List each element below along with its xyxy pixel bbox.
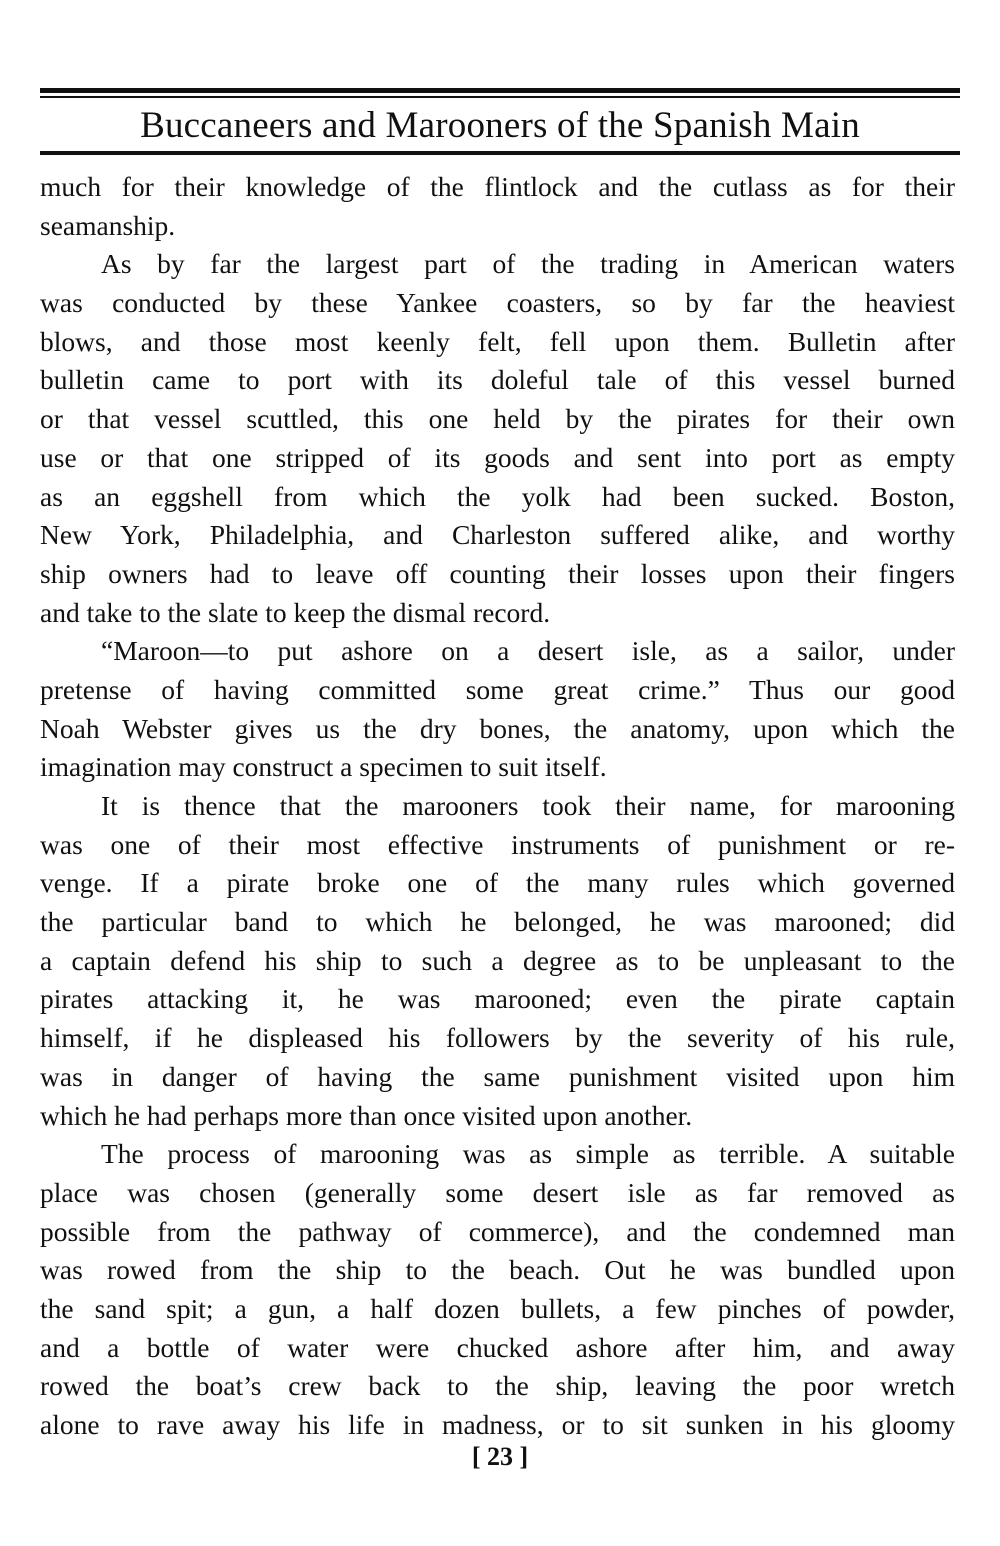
text-line: a captain defend his ship to such a degree as to be unpleasant to the: [40, 944, 955, 976]
text-line: was rowed from the ship to the beach. Out he was bundled upon: [40, 1254, 955, 1286]
text-line: bulletin came to port with its doleful tale of this vessel burned: [40, 364, 955, 396]
text-line: alone to rave away his life in madness, or to sit sunken in his gloomy: [40, 1409, 955, 1440]
text-line: The process of marooning was as simple as terrible. A suitable: [101, 1138, 955, 1170]
text-line: or that vessel scuttled, this one held by the pirates for their own: [40, 403, 955, 435]
text-line: It is thence that the marooners took their name, for marooning: [101, 790, 955, 821]
text-line: was one of their most effective instruments of punishment or re-: [40, 828, 955, 860]
text-line: Noah Webster gives us the dry bones, the anatomy, upon which the: [40, 712, 955, 744]
text-line: much for their knowledge of the flintlock and the cutlass as for their: [40, 171, 955, 202]
header-rule-top: [40, 88, 960, 93]
text-line: was conducted by these Yankee coasters, so by far the heaviest: [40, 287, 955, 319]
running-title: Buccaneers and Marooners of the Spanish Main: [140, 105, 860, 146]
text-line: the particular band to which he belonged, he was marooned; did: [40, 906, 955, 938]
text-line: which he had perhaps more than once visited upon another.: [40, 1099, 693, 1131]
text-line: place was chosen (generally some desert isle as far removed as: [40, 1176, 955, 1208]
body-text: [40, 168, 955, 1445]
text-line: pretense of having committed some great crime.” Thus our good: [40, 673, 955, 705]
text-line: imagination may construct a specimen to suit itself.: [40, 751, 607, 783]
text-line: as an eggshell from which the yolk had been sucked. Boston,: [40, 480, 955, 512]
text-line: the sand spit; a gun, a half dozen bullets, a few pinches of powder,: [40, 1292, 955, 1324]
text-line: blows, and those most keenly felt, fell upon them. Bulletin after: [40, 325, 955, 357]
text-line: “Maroon—to put ashore on a desert isle, as a sailor, under: [101, 635, 955, 667]
text-line: himself, if he displeased his followers by the severity of his rule,: [40, 1022, 955, 1054]
text-line: venge. If a pirate broke one of the many rules which governed: [40, 867, 955, 899]
header-rule-top-thin: [40, 96, 960, 98]
text-line: use or that one stripped of its goods and sent into port as empty: [40, 441, 955, 473]
text-line: was in danger of having the same punishment visited upon him: [40, 1060, 955, 1092]
text-line: and a bottle of water were chucked ashore after him, and away: [40, 1331, 955, 1363]
text-line: rowed the boat’s crew back to the ship, leaving the poor wretch: [40, 1370, 955, 1402]
text-line: and take to the slate to keep the dismal record.: [40, 596, 551, 628]
text-line: New York, Philadelphia, and Charleston suffered alike, and worthy: [40, 519, 955, 551]
text-line: As by far the largest part of the trading in American waters: [101, 248, 955, 280]
text-line: possible from the pathway of commerce), and the condemned man: [40, 1215, 955, 1247]
text-line: seamanship.: [40, 209, 176, 241]
text-line: ship owners had to leave off counting their losses upon their fingers: [40, 557, 955, 589]
page-number: [ 23 ]: [471, 1442, 529, 1471]
header-rule-bottom: [40, 151, 960, 155]
text-line: pirates attacking it, he was marooned; even the pirate captain: [40, 983, 955, 1015]
